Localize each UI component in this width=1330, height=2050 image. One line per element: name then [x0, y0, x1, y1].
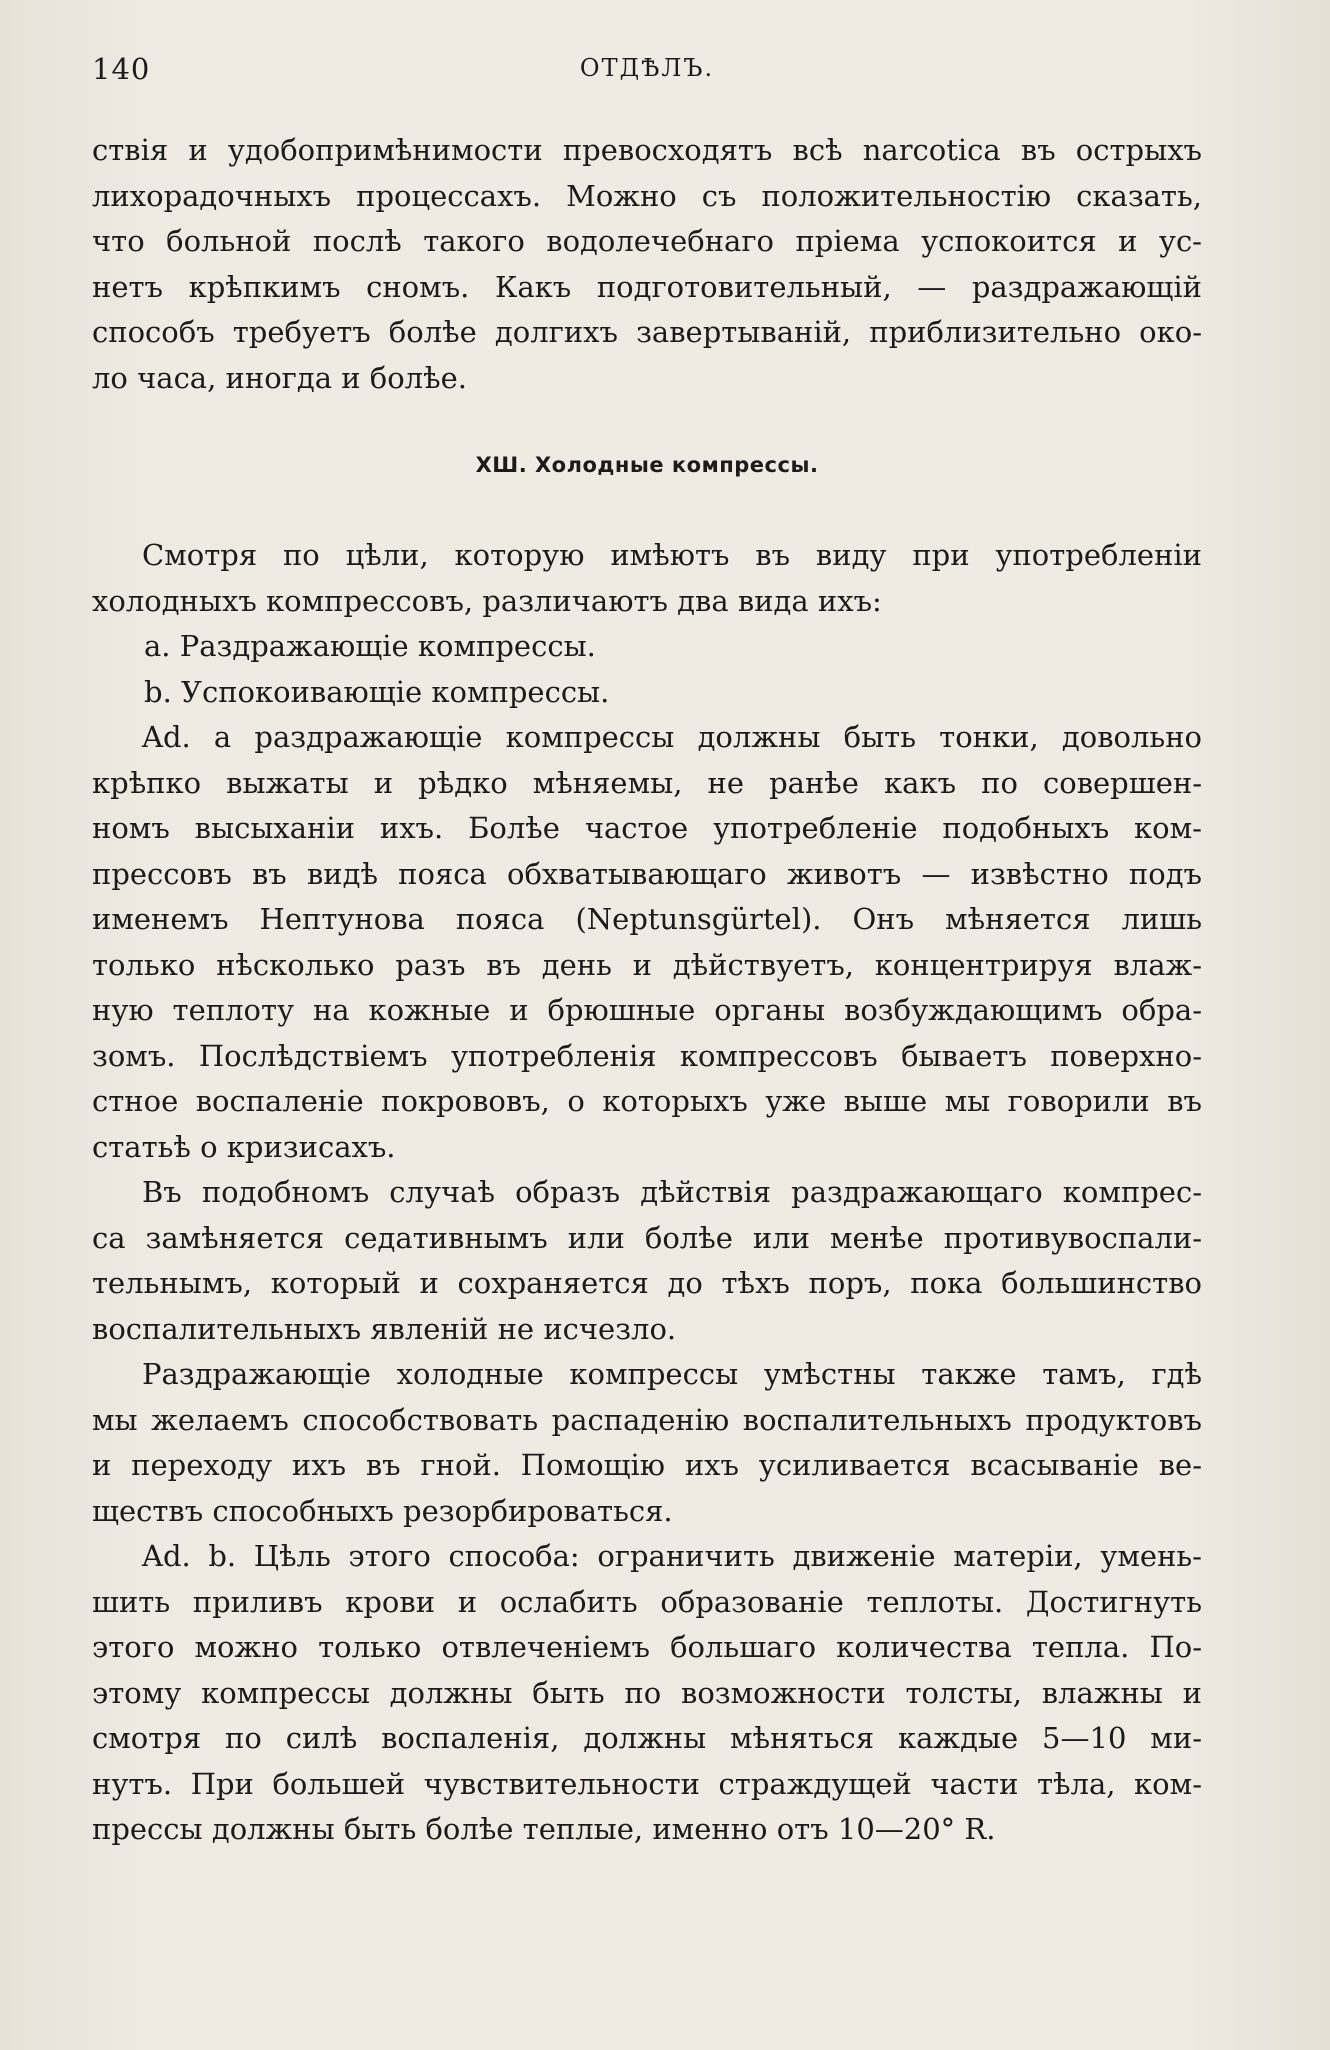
text-line: что больной послѣ такого водолечебнаго пріема успокоится и ус-	[92, 224, 1202, 258]
paragraph-sedative-change	[92, 1170, 1202, 1352]
text-line: стное воспаленіе покрововъ, о которыхъ уже выше мы говорили въ	[92, 1084, 1202, 1118]
body-text	[92, 128, 1202, 1853]
text-line: холодныхъ компрессовъ, различаютъ два вида ихъ:	[92, 583, 882, 618]
text-line: нутъ. При большей чувствительности страждущей части тѣла, ком-	[92, 1766, 1202, 1801]
text-line: этого можно только отвлеченіемъ большаго количества тепла. По-	[92, 1630, 1202, 1664]
running-head	[92, 52, 1202, 92]
text-line: воспалительныхъ явленій не исчезло.	[92, 1311, 677, 1346]
text-line: ную теплоту на кожные и брюшные органы возбуждающимъ обра-	[92, 993, 1202, 1027]
text-line: этому компрессы должны быть по возможности толсты, влажны и	[92, 1675, 1202, 1710]
list-item: a. Раздражающіе компрессы.	[144, 629, 596, 663]
text-line: способъ требуетъ болѣе долгихъ завертываній, приблизительно око-	[92, 315, 1202, 349]
text-line: только нѣсколько разъ въ день и дѣйствуетъ, концентрируя влаж-	[92, 947, 1202, 982]
section-heading: ХШ. Холодные компрессы.	[475, 453, 819, 477]
text-line: Въ подобномъ случаѣ образъ дѣйствія раздражающаго компрес-	[142, 1175, 1202, 1209]
text-line: смотря по силѣ воспаленія, должны мѣняться каждые 5—10 ми-	[92, 1721, 1202, 1755]
text-line: тельнымъ, который и сохраняется до тѣхъ поръ, пока большинство	[92, 1266, 1202, 1300]
text-line: Ad. b. Цѣль этого способа: ограничить движеніе матеріи, умень-	[142, 1539, 1202, 1573]
paragraph-irritating-compresses	[92, 715, 1202, 1170]
paragraph-continuation	[92, 128, 1202, 401]
text-line: Смотря по цѣли, которую имѣютъ въ виду при употребленіи	[142, 538, 1202, 572]
text-line: ствія и удобопримѣнимости превосходятъ всѣ narcotica въ острыхъ	[92, 133, 1202, 167]
compress-types-list	[92, 624, 1202, 715]
text-line: прессы должны быть болѣе теплые, именно отъ 10—20° R.	[92, 1812, 996, 1846]
text-line: и переходу ихъ въ гной. Помощію ихъ усиливается всасываніе ве-	[92, 1448, 1202, 1482]
text-line: Раздражающіе холодные компрессы умѣстны также тамъ, гдѣ	[142, 1357, 1202, 1391]
list-item: b. Успокоивающіе компрессы.	[144, 674, 610, 709]
text-line: ществъ способныхъ резорбироваться.	[92, 1493, 673, 1528]
text-line: номъ высыханіи ихъ. Болѣе частое употребленіе подобныхъ ком-	[92, 811, 1202, 845]
text-line: нетъ крѣпкимъ сномъ. Какъ подготовительный, — раздражающій	[92, 269, 1202, 304]
paragraph-intro	[92, 533, 1202, 624]
text-line: прессовъ въ видѣ пояса обхватывающаго животъ — извѣстно подъ	[92, 856, 1202, 891]
page-number: 140	[92, 52, 151, 86]
text-line: мы желаемъ способствовать распаденію воспалительныхъ продуктовъ	[92, 1402, 1202, 1437]
text-line: Ad. a раздражающіе компрессы должны быть тонки, довольно	[142, 720, 1202, 754]
section-title: ОТДѢЛЪ.	[579, 54, 715, 82]
text-line: зомъ. Послѣдствіемъ употребленія компрессовъ бываетъ поверхно-	[92, 1038, 1202, 1073]
text-line: именемъ Нептунова пояса (Neptunsgürtel). Онъ мѣняется лишь	[92, 902, 1202, 936]
text-line: ло часа, иногда и болѣе.	[92, 360, 467, 395]
text-line: са замѣняется седативнымъ или болѣе или менѣе противувоспали-	[92, 1220, 1202, 1255]
text-line: лихорадочныхъ процессахъ. Можно съ положительностію сказать,	[92, 178, 1202, 213]
paragraph-suppuration	[92, 1352, 1202, 1534]
text-line: статьѣ о кризисахъ.	[92, 1129, 396, 1164]
text-line: крѣпко выжаты и рѣдко мѣняемы, не ранѣе какъ по совершен-	[92, 765, 1202, 800]
text-line: шить приливъ крови и ослабить образованіе теплоты. Достигнуть	[92, 1584, 1202, 1619]
paragraph-soothing-compresses	[92, 1534, 1202, 1853]
